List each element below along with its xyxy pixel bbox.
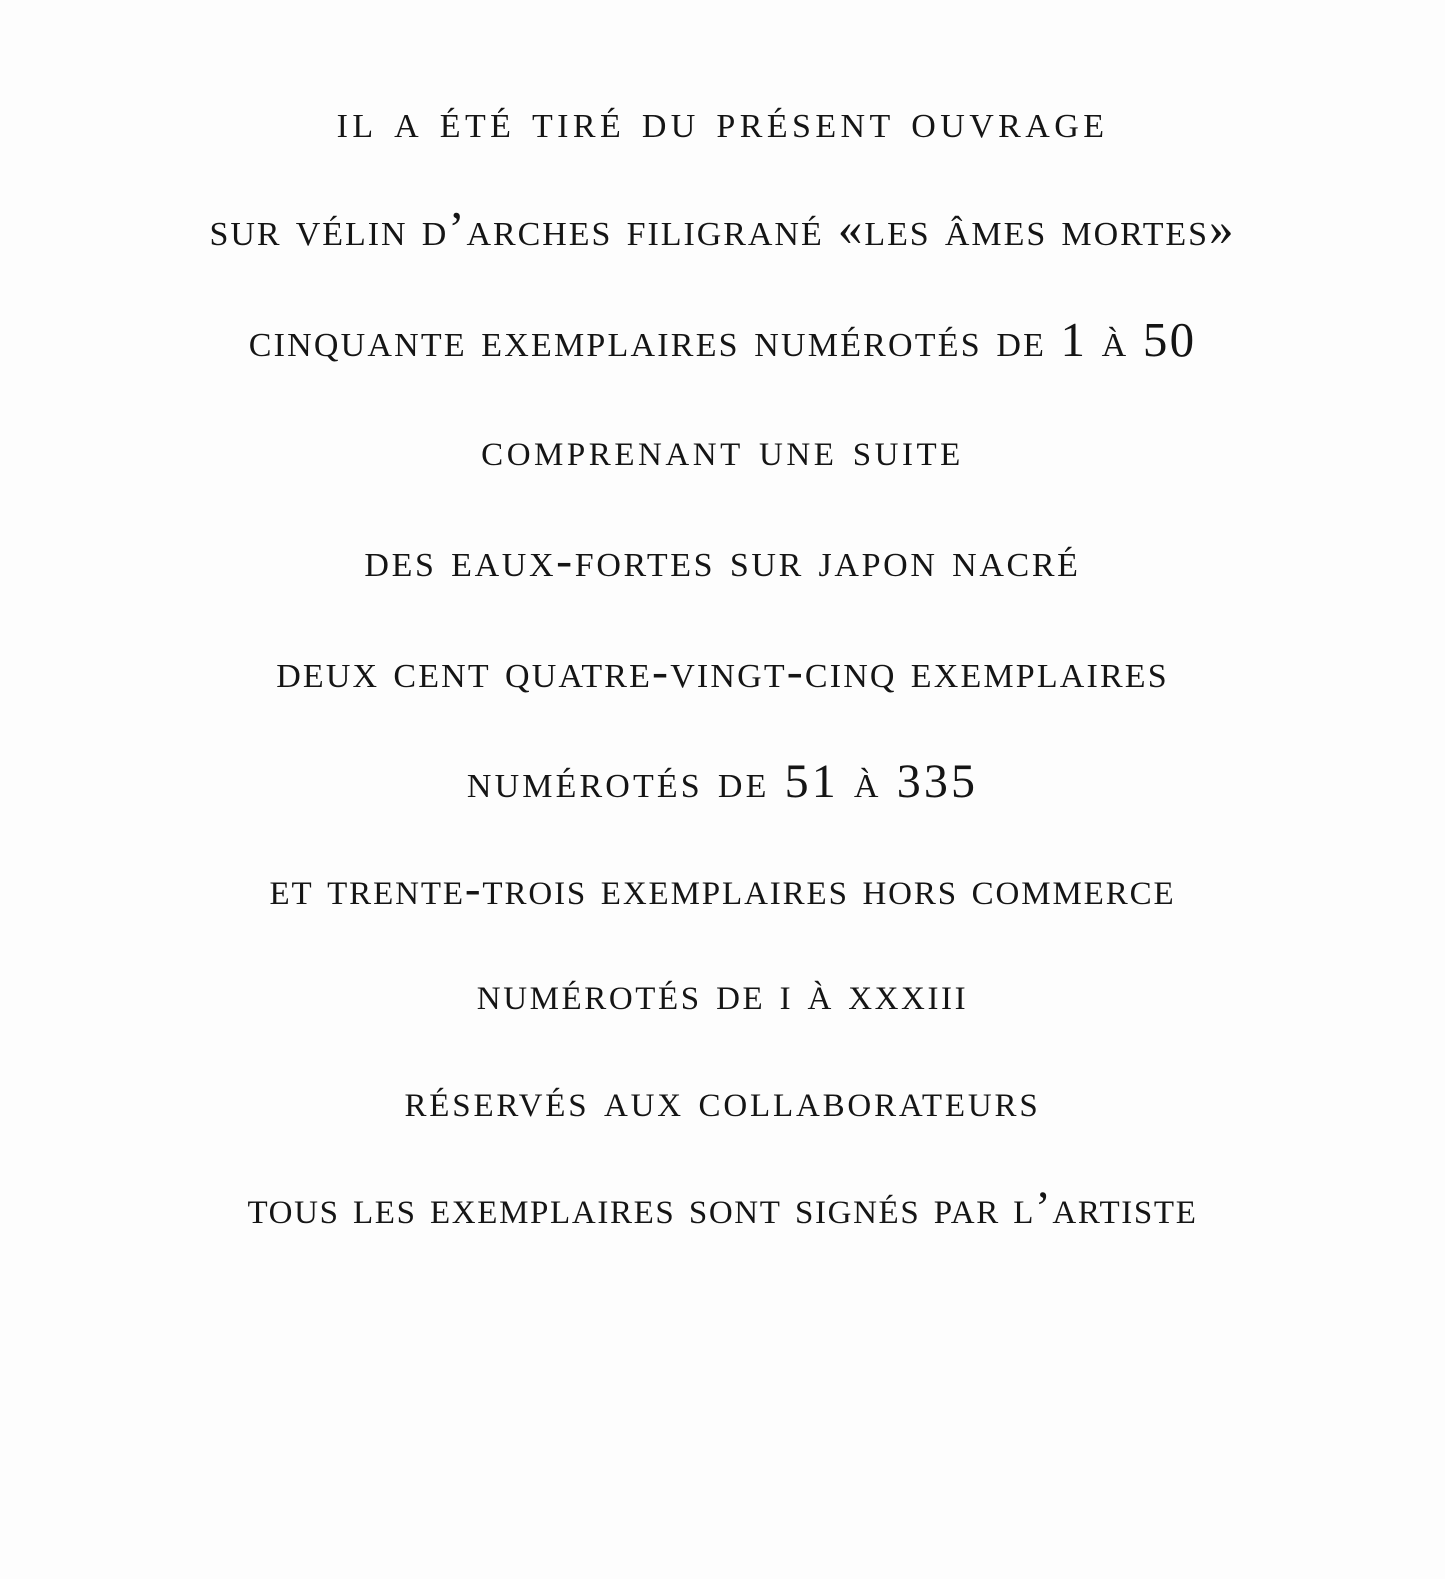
colophon-line-7: numérotés de 51 à 335 [466,755,979,808]
colophon-line-3: cinquante exemplaires numérotés de 1 à 50 [248,312,1197,367]
colophon-line-2: sur vélin d’arches filigrané «les âmes mortes» [209,201,1236,256]
colophon-line-4: comprenant une suite [481,424,964,476]
colophon-line-11: tous les exemplaires sont signés par l’artiste [247,1182,1198,1234]
colophon-line-10: réservés aux collaborateurs [404,1075,1041,1127]
colophon-line-6: deux cent quatre-vingt-cinq exemplaires [276,645,1169,698]
colophon-line-8: et trente-trois exemplaires hors commerce [269,863,1176,915]
colophon-line-5: des eaux-fortes sur japon nacré [364,534,1081,587]
colophon-line-1: il a été tiré du présent ouvrage [336,93,1109,148]
colophon-line-9: numérotés de i à xxxiii [476,968,969,1020]
